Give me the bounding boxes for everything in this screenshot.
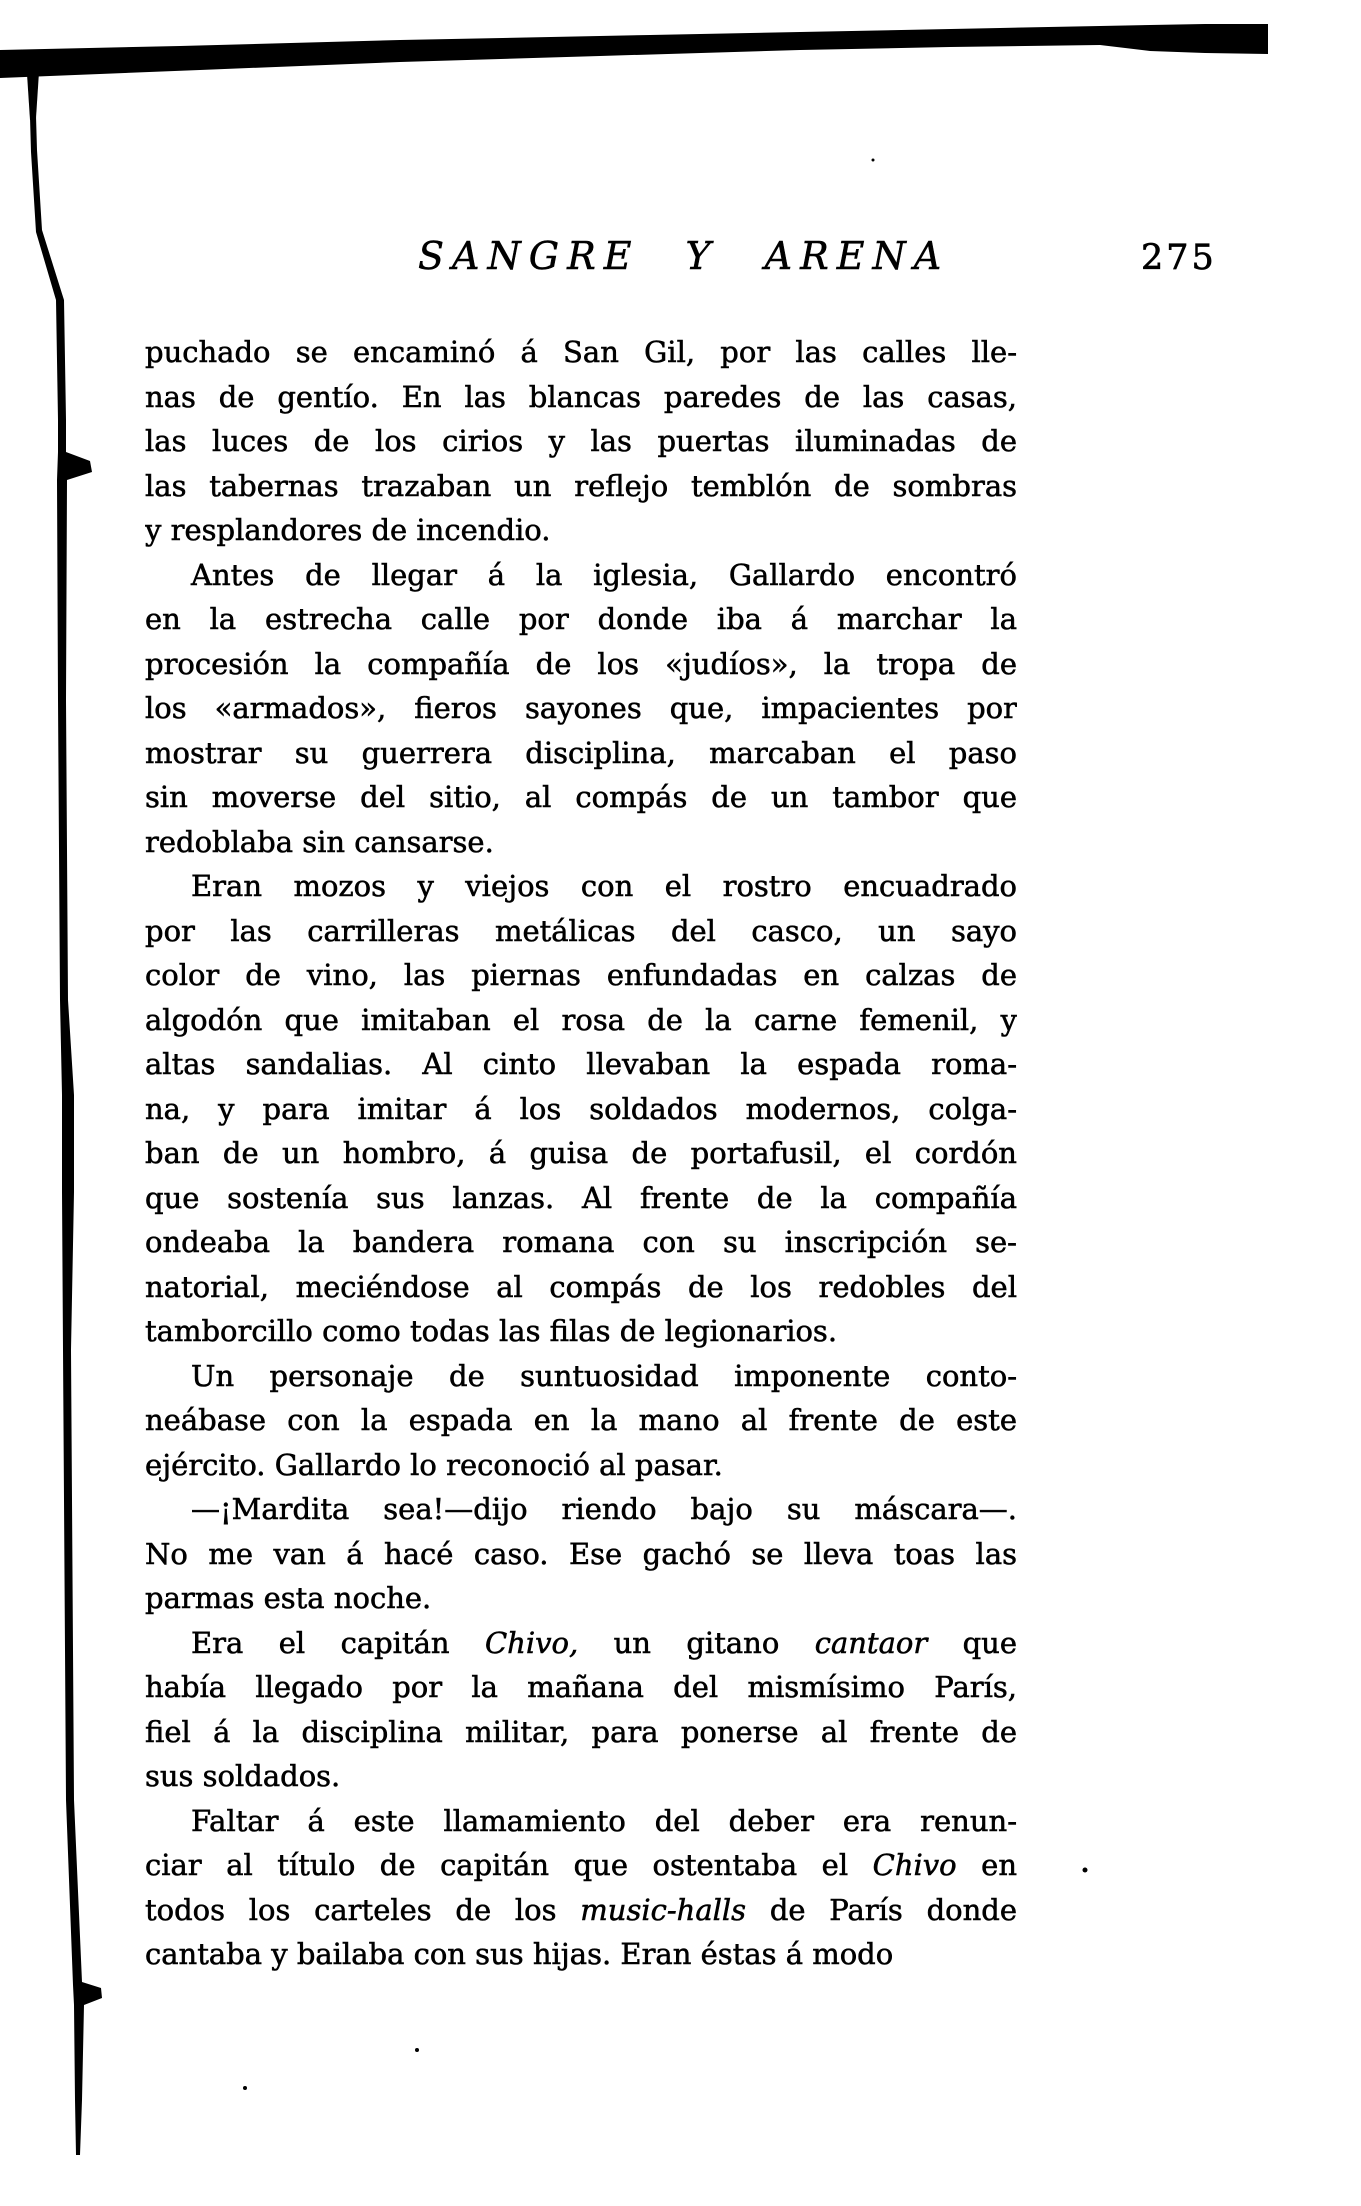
text-line: las tabernas trazaban un reflejo temblón de sombras [145, 468, 1017, 503]
text-line: ban de un hombro, á guisa de portafusil, el cordón [145, 1136, 1017, 1170]
page-number: 275 [1141, 238, 1217, 278]
text-line: ciar al título de capitán que ostentaba el Chivo en [145, 1848, 1017, 1882]
scan-ink-bar [0, 24, 1268, 78]
text-line: había llegado por la mañana del mismísimo París, [145, 1670, 1017, 1704]
text-line: Un personaje de suntuosidad imponente conto- [191, 1358, 1017, 1393]
text-line: fiel á la disciplina militar, para ponerse al frente de [145, 1714, 1017, 1749]
text-line: —¡Mardita sea!—dijo riendo bajo su máscara—. [191, 1492, 1017, 1526]
text-line: las luces de los cirios y las puertas iluminadas de [145, 424, 1017, 458]
ink-speck [1083, 1868, 1088, 1873]
text-line: Era el capitán Chivo, un gitano cantaor que [191, 1625, 1017, 1660]
binding-crease-line [29, 82, 102, 2155]
text-line: color de vino, las piernas enfundadas en calzas de [145, 958, 1017, 992]
text-line: neábase con la espada en la mano al frente de este [145, 1403, 1017, 1437]
text-line: na, y para imitar á los soldados modernos, colga- [145, 1091, 1017, 1126]
text-line: Faltar á este llamamiento del deber era renun- [191, 1803, 1017, 1838]
text-line: mostrar su guerrera disciplina, marcaban el paso [145, 735, 1017, 770]
text-line: procesión la compañía de los «judíos», la tropa de [145, 646, 1017, 681]
text-line: algodón que imitaban el rosa de la carne femenil, y [145, 1002, 1017, 1037]
text-line: nas de gentío. En las blancas paredes de las casas, [145, 379, 1017, 414]
text-line: tamborcillo como todas las filas de legionarios. [145, 1314, 838, 1348]
running-header-title: SANGRE Y ARENA [418, 234, 950, 278]
text-line: en la estrecha calle por donde iba á marchar la [145, 602, 1017, 636]
ink-speck [415, 2048, 419, 2052]
text-line: puchado se encaminó á San Gil, por las calles lle- [145, 335, 1017, 369]
text-line: Antes de llegar á la iglesia, Gallardo encontró [191, 557, 1017, 592]
text-line: natorial, meciéndose al compás de los redobles del [145, 1269, 1017, 1304]
text-line: los «armados», fieros sayones que, impacientes por [145, 691, 1017, 725]
text-line: No me van á hacé caso. Ese gachó se lleva toas las [145, 1536, 1017, 1571]
text-line: todos los carteles de los music-halls de París donde [145, 1892, 1017, 1927]
text-line: altas sandalias. Al cinto llevaban la espada roma- [145, 1047, 1017, 1081]
text-line: redoblaba sin cansarse. [145, 824, 494, 859]
text-line: Eran mozos y viejos con el rostro encuadrado [191, 869, 1017, 903]
text-line: sin moverse del sitio, al compás de un tambor que [145, 780, 1017, 814]
text-line: que sostenía sus lanzas. Al frente de la compañía [145, 1180, 1017, 1215]
text-line: parmas esta noche. [145, 1581, 432, 1615]
ink-speck [872, 159, 875, 162]
text-line: ejército. Gallardo lo reconoció al pasar. [145, 1447, 723, 1482]
text-line: por las carrilleras metálicas del casco, un sayo [145, 913, 1017, 948]
page-body [145, 330, 1017, 1977]
text-line: ondeaba la bandera romana con su inscripción se- [145, 1225, 1017, 1259]
text-line: y resplandores de incendio. [145, 513, 551, 547]
text-line: cantaba y bailaba con sus hijas. Eran éstas á modo [145, 1937, 894, 1971]
text-line: sus soldados. [145, 1759, 341, 1793]
ink-speck [243, 2086, 247, 2090]
